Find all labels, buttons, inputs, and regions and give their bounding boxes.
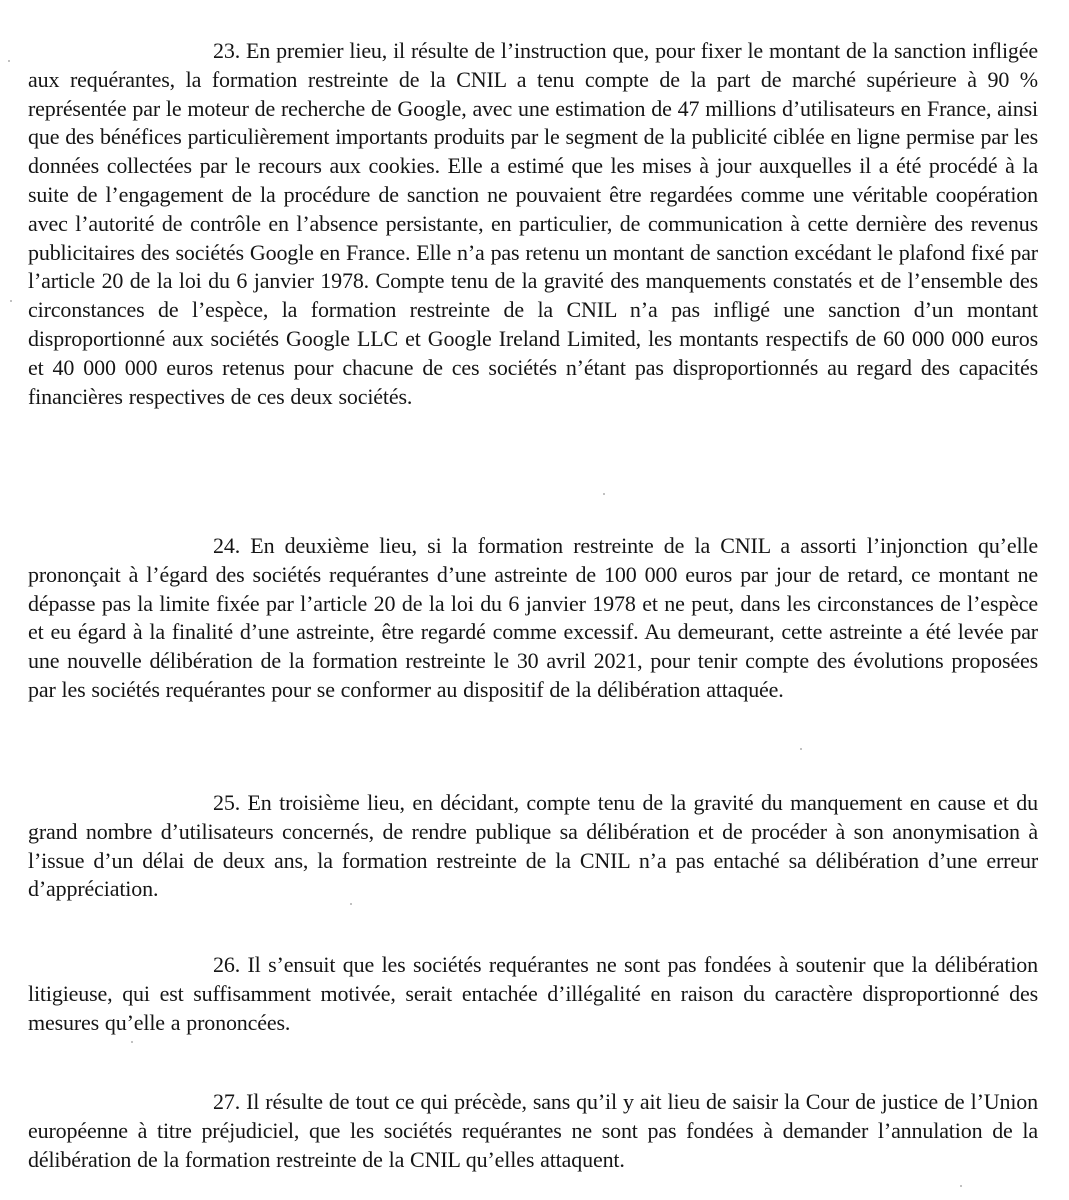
paragraph-23: 23. En premier lieu, il résulte de l’instruction que, pour fixer le montant de la sanction infligée aux requérantes, la formation restreinte de la CNIL a tenu compte de la part de marché supérieure à 90 % représentée par le moteur de recherche de Google, avec une estimation de 47 millions d’utilisateurs en France, ainsi que des bénéfices particulièrement importants produits par le segment de la publicité ciblée en ligne permise par les données collectées par le recours aux cookies. Elle a estimé que les mises à jour auxquelles il a été procédé à la suite de l’engagement de la procédure de sanction ne pouvaient être regardées comme une véritable coopération avec l’autorité de contrôle en l’absence persistante, en particulier, de communication à cette dernière des revenus publicitaires des sociétés Google en France. Elle n’a pas retenu un montant de sanction excédant le plafond fixé par l’article 20 de la loi du 6 janvier 1978. Compte tenu de la gravité des manquements constatés et de l’ensemble des circonstances de l’espèce, la formation restreinte de la CNIL n’a pas infligé une sanction d’un montant disproportionné aux sociétés Google LLC et Google Ireland Limited, les montants respectifs de 60 000 000 euros et 40 000 000 euros retenus pour chacune de ces sociétés n’étant pas disproportionnés au regard des capacités financières respectives de ces deux sociétés. [28,38,1038,409]
paragraph-25: 25. En troisième lieu, en décidant, compte tenu de la gravité du manquement en cause et du grand nombre d’utilisateurs concernés, de rendre publique sa délibération et de procéder à son anonymisation à l’issue d’un délai de deux ans, la formation restreinte de la CNIL n’a pas entaché sa délibération d’une erreur d’appréciation. [28,790,1038,902]
paragraph-24: 24. En deuxième lieu, si la formation restreinte de la CNIL a assorti l’injonction qu’elle prononçait à l’égard des sociétés requérantes d’une astreinte de 100 000 euros par jour de retard, ce montant ne dépasse pas la limite fixée par l’article 20 de la loi du 6 janvier 1978 et ne peut, dans les circonstances de l’espèce et eu égard à la finalité d’une astreinte, être regardé comme excessif. Au demeurant, cette astreinte a été levée par une nouvelle délibération de la formation restreinte le 30 avril 2021, pour tenir compte des évolutions proposées par les sociétés requérantes pour se conformer au dispositif de la délibération attaquée. [28,533,1038,702]
paragraph-26: 26. Il s’ensuit que les sociétés requérantes ne sont pas fondées à soutenir que la délibération litigieuse, qui est suffisamment motivée, serait entachée d’illégalité en raison du caractère disproportionné des mesures qu’elle a prononcées. [28,952,1038,1035]
paragraph-27: 27. Il résulte de tout ce qui précède, sans qu’il y ait lieu de saisir la Cour de justice de l’Union européenne à titre préjudiciel, que les sociétés requérantes ne sont pas fondées à demander l’annulation de la délibération de la formation restreinte de la CNIL qu’elles attaquent. [28,1089,1038,1172]
scan-speck [8,60,10,62]
scan-speck [603,493,605,495]
scan-speck [960,1185,962,1187]
scan-speck [800,748,802,750]
scan-speck [131,1041,133,1043]
scan-speck [350,903,352,905]
scan-speck [10,300,12,302]
